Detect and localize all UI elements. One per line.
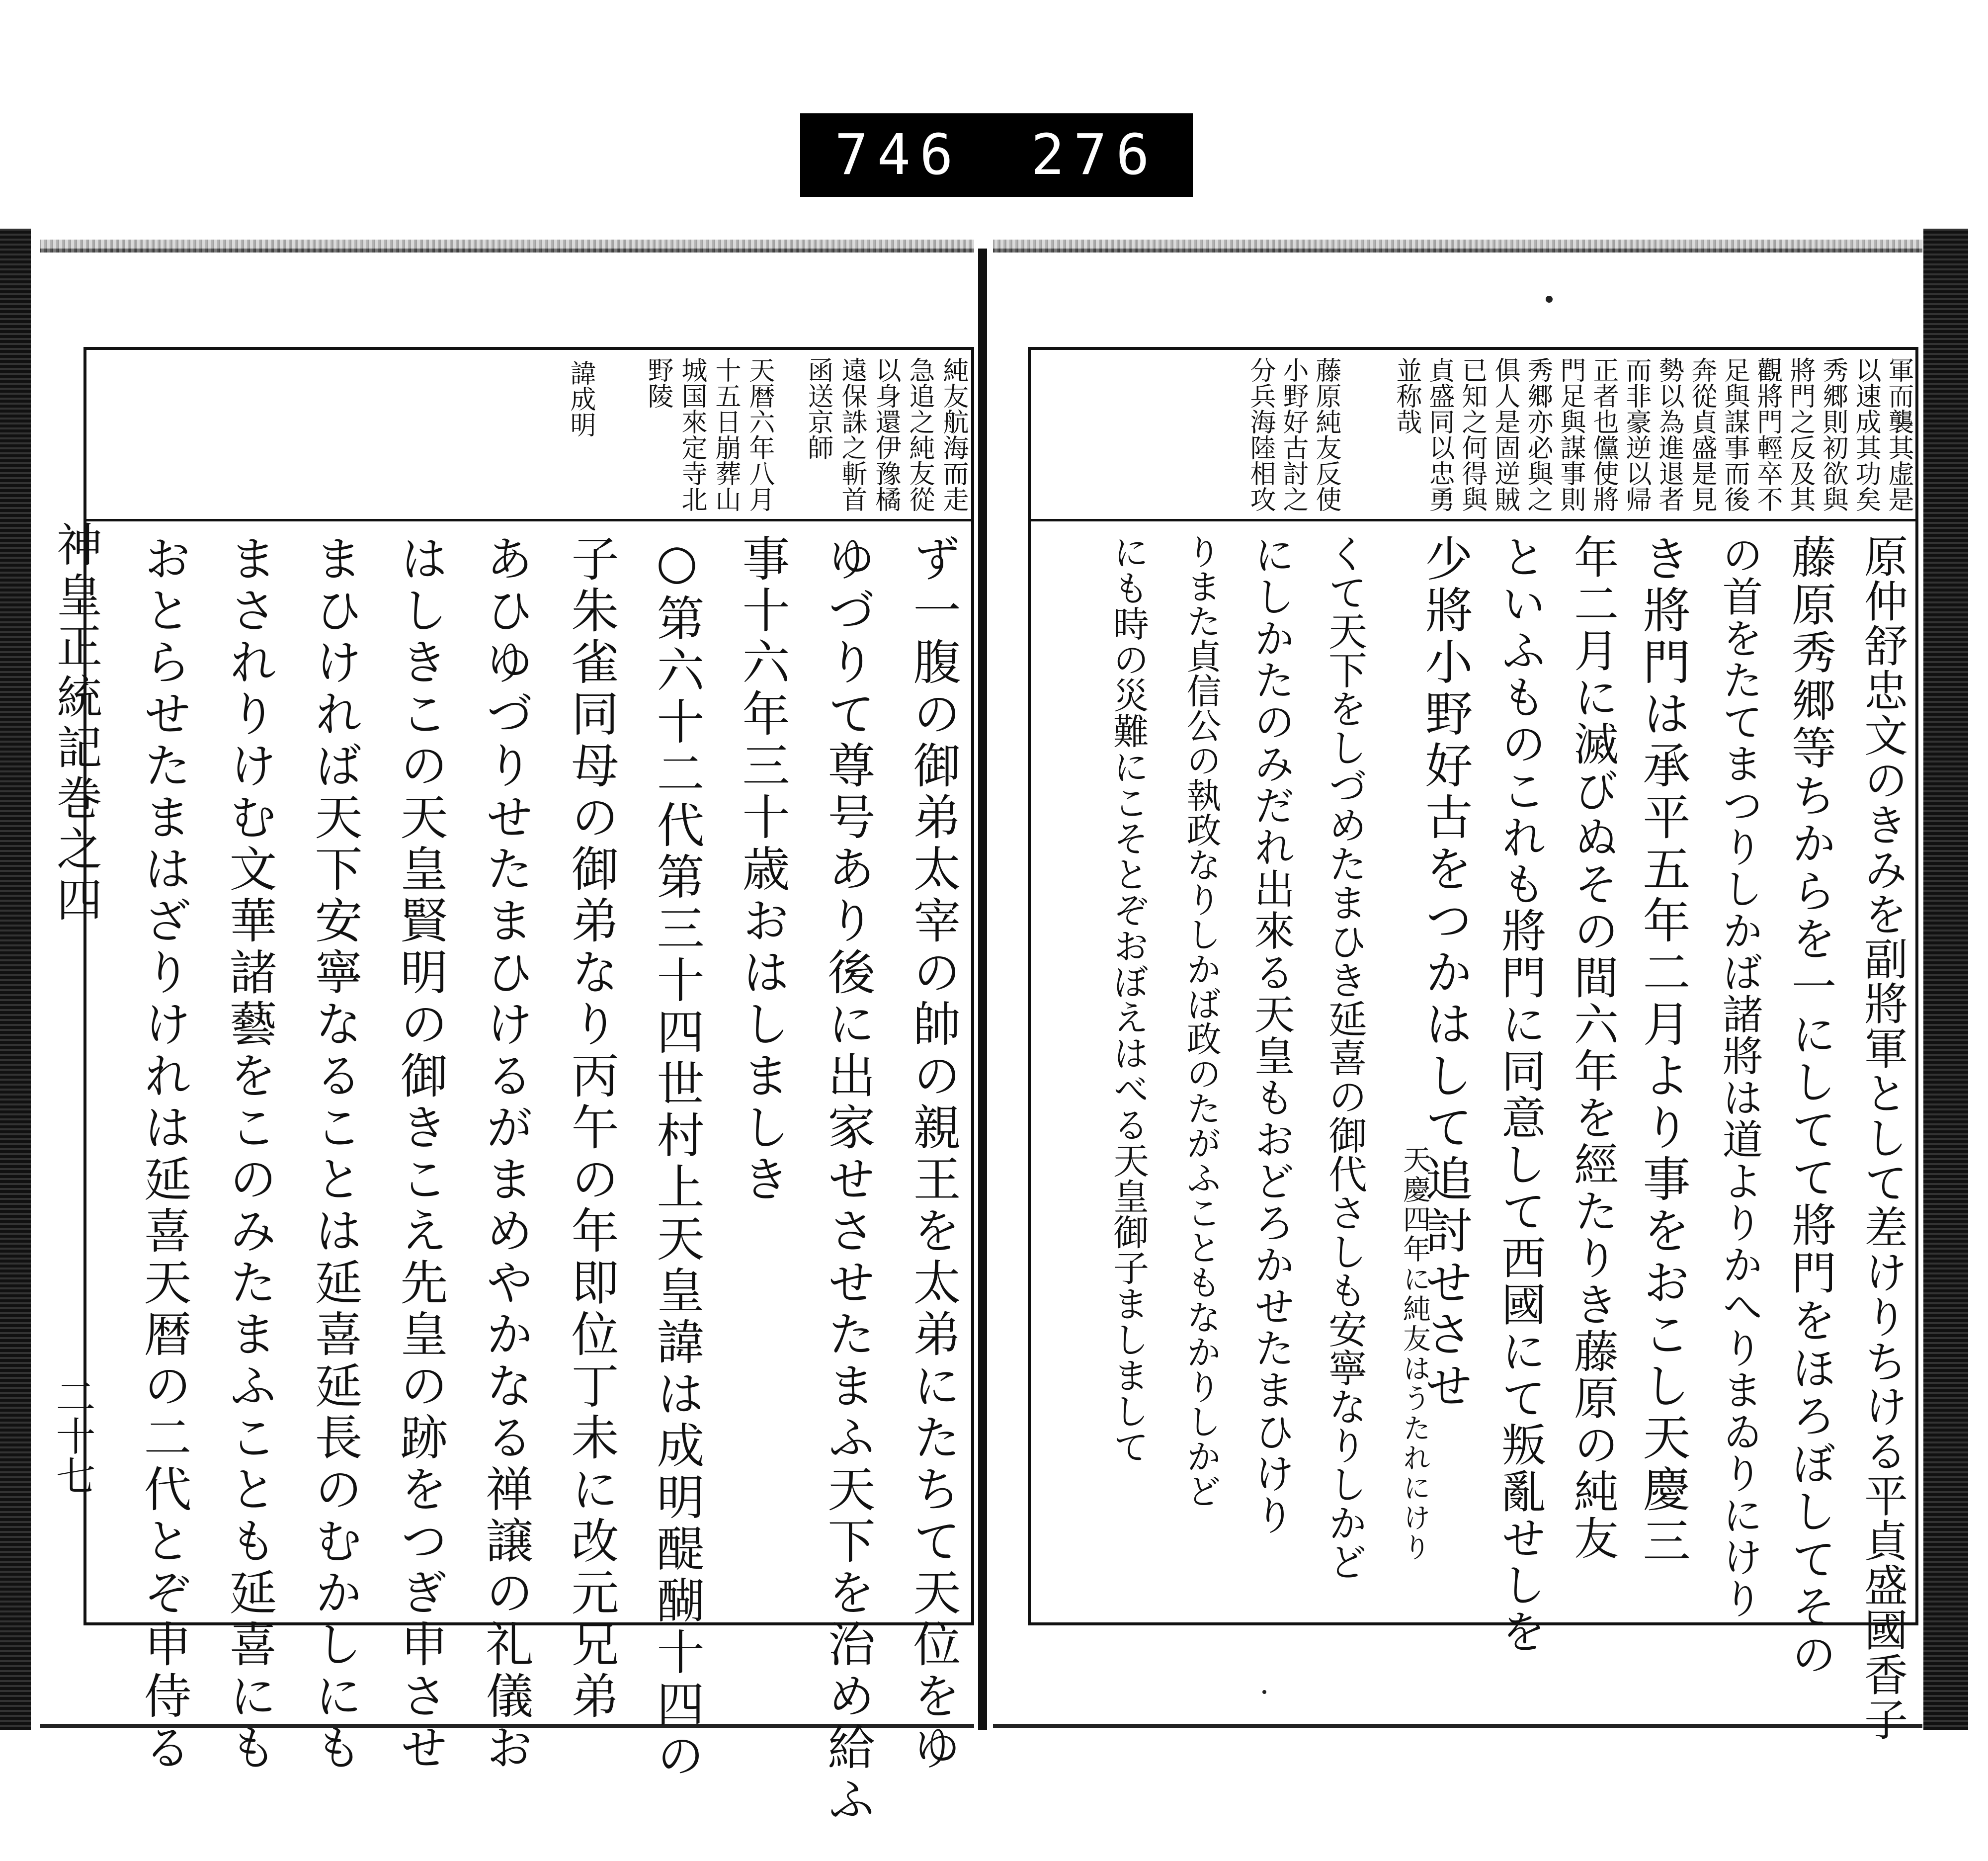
left-page-frame	[83, 347, 974, 1826]
annotation-column: 門足與謀事則	[1556, 357, 1585, 512]
text-column: はしきこの天皇賢明の御きこえ先皇の跡をつぎ申させ	[393, 534, 448, 1775]
text-column: 天慶四年に純友はうたれにけり	[1399, 1145, 1431, 1563]
annotation-column: 遠保誅之斬首	[837, 357, 867, 512]
text-column: ゆづりて尊号あり後に出家せさせたまふ天下を治め給ふ	[820, 534, 876, 1826]
annotation-column: 諱成明	[566, 360, 595, 437]
text-column: ず一腹の御弟太宰の帥の親王を太弟にたちて天位をゆ	[906, 534, 961, 1775]
text-column: といふものこれも將門に同意して西國にて叛亂せしを	[1493, 534, 1546, 1655]
annotation-column: 並称哉	[1392, 357, 1421, 434]
text-column: にも時の災難にこそとぞおぼえはべる天皇御子ましまして	[1107, 534, 1149, 1464]
volume-label	[800, 113, 1193, 197]
annotation-column: 急追之純友從	[905, 357, 934, 512]
annotation-column: 小野好古討之	[1278, 357, 1308, 512]
text-column: 子朱雀同母の御弟なり丙午の年即位丁未に改元兄弟	[564, 534, 619, 1723]
annotation-column: 天暦六年八月	[745, 357, 774, 512]
annotation-column: 以速成其功矣	[1851, 357, 1881, 512]
text-column: 原仲舒忠文のきみを副將軍として差けりちける平貞盛國香子	[1857, 534, 1908, 1742]
annotation-column: 以身還伊豫橘	[871, 357, 901, 512]
text-column: 藤原秀郷等ちからを一にしてて將門をほろぼしてその	[1784, 534, 1836, 1679]
annotation-column: 而非豪逆以帰	[1621, 357, 1651, 512]
text-column: おとらせたまはざりけれは延喜天暦の二代とぞ申侍る	[136, 534, 192, 1775]
annotation-column: 足與謀事而後	[1720, 357, 1749, 512]
annotation-column: 貞盛同以忠勇	[1424, 357, 1454, 512]
text-column: 年二月に滅びぬその間六年を經たりき藤原の純友	[1566, 534, 1618, 1562]
text-column: の首をたてまつりしかば諸將は道よりかへりまゐりにけり	[1716, 534, 1763, 1619]
annotation-divider	[86, 519, 971, 521]
text-column: き將門は承平五年二月より事をおこし天慶三	[1635, 534, 1691, 1568]
annotation-column: 俱人是固逆賊	[1490, 357, 1520, 512]
right-page	[993, 249, 1922, 1742]
annotation-column: 城国來定寺北	[677, 357, 707, 512]
page-number: 二十七	[49, 1376, 95, 1495]
book-spine	[978, 249, 987, 1730]
annotation-column: 純友航海而走	[938, 357, 968, 512]
text-column: 少將小野好古をつかはして追討せさせ	[1417, 534, 1473, 1413]
text-column: りまた貞信公の執政なりしかば政のたがふこともなかりしかど	[1181, 534, 1222, 1508]
volume-number: 746	[834, 123, 962, 187]
annotation-column: 秀郷則初欲與	[1818, 357, 1848, 512]
text-column: まされりけむ文華諸藝をこのみたまふことも延喜にも	[222, 534, 277, 1775]
annotation-column: 分兵海陸相攻	[1245, 357, 1275, 512]
annotation-column: 奔從貞盛是見	[1687, 357, 1717, 512]
right-page-frame	[1028, 347, 1918, 1742]
annotation-column: 野陵	[643, 357, 673, 409]
text-column: ○第六十二代第三十四世村上天皇諱は成明醍醐十四の	[649, 534, 705, 1782]
annotation-column: 函送京師	[803, 357, 833, 460]
annotation-column: 正者也儻使將	[1588, 357, 1618, 512]
annotation-column: 已知之何得與	[1457, 357, 1487, 512]
text-column: 事十六年三十歳おはしましき	[735, 534, 790, 1206]
left-page	[40, 249, 974, 1826]
book-title: 神皇正統記巻之四	[49, 521, 102, 927]
item-number: 276	[1031, 123, 1159, 187]
scan-speck	[1546, 296, 1553, 303]
text-column: にしかたのみだれ出來る天皇もおどろかせたまひけり	[1247, 534, 1295, 1536]
left-binding-edge	[0, 229, 31, 1730]
annotation-column: 十五日崩葬山	[711, 357, 741, 512]
scan-speck	[1262, 1690, 1266, 1694]
annotation-divider	[1031, 519, 1915, 521]
right-binding-edge	[1923, 229, 1968, 1730]
annotation-column: 將門之反及其	[1785, 357, 1815, 512]
annotation-column: 藤原純友反使	[1311, 357, 1341, 512]
text-column: あひゆづりせたまひけるがまめやかなる禅譲の礼儀お	[478, 534, 534, 1775]
annotation-column: 觀將門輕卒不	[1752, 357, 1782, 512]
annotation-column: 勢以為進退者	[1654, 357, 1684, 512]
text-column: まひければ天下安寧なることは延喜延長のむかしにも	[307, 534, 363, 1775]
annotation-column: 秀郷亦必與之	[1523, 357, 1553, 512]
annotation-column: 軍而襲其虚是	[1884, 357, 1913, 512]
text-column: くて天下をしづめたまひき延喜の御代さしも安寧なりしかど	[1322, 534, 1367, 1581]
